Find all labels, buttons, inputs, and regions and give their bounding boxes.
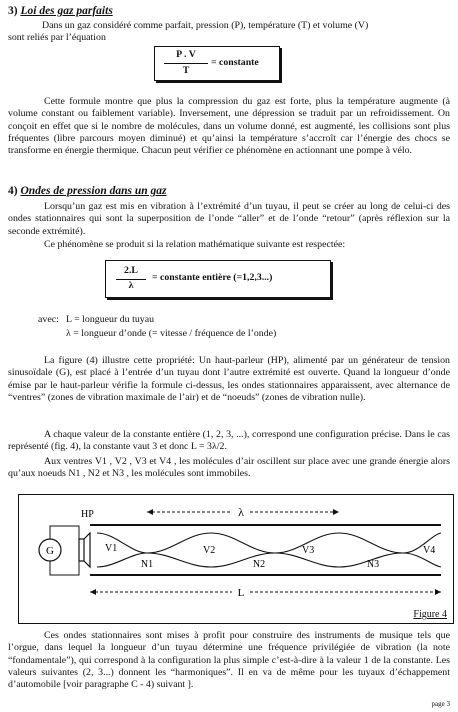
definition-L: L = longueur du tuyau [66,314,155,325]
formula-rhs: = constante entière (=1,2,3...) [152,272,273,283]
L-arrowhead-left [90,589,96,595]
page-number: page 3 [431,700,450,708]
lambda-label: λ [238,505,244,519]
formula-denominator: λ [128,280,134,291]
speaker-cone [84,533,90,567]
section-4-paragraph-2: Ce phénomène se produit si la relation mathématique suivante est respectée: [44,239,346,250]
formula-rhs: = constante [211,57,259,68]
hp-label: HP [81,509,94,520]
section-4-paragraph-4: A chaque valeur de la constante entière (1, 2, 3, ...), correspond une configuration précise. Dans le cas représenté (fig. 4), la constante vaut 3 et donc L = 3λ/2. [8,429,450,453]
formula-numerator: 2.L [124,265,138,276]
wave-upper [97,533,441,553]
v3-label: V3 [302,545,315,556]
formula-numerator: P . V [176,49,196,60]
standing-wave-formula-box [105,260,331,298]
lambda-arrowhead-right [333,509,339,515]
lambda-arrowhead-left [147,509,153,515]
section-4-title: Ondes de pression dans un gaz [20,185,167,197]
section-3-intro-line1: Dans un gaz considéré comme parfait, pression (P), température (T) et volume (V) [42,20,369,31]
with-label: avec: [38,314,59,325]
L-arrowhead-right [435,589,441,595]
section-4-heading [8,185,167,197]
figure-4 [18,494,454,624]
definition-lambda: λ = longueur d’onde (= vitesse / fréquence de l’onde) [66,328,277,339]
generator-label: G [46,545,54,557]
n1-label: N1 [140,559,154,570]
section-4-number: 4) [8,185,18,197]
n3-label: N3 [366,559,380,570]
section-4-paragraph-1: Lorsqu’un gaz est mis en vibration à l’extrémité d’un tuyau, il peut se créer au long de celui-ci des ondes stationnaires qui sont la superposition de l’onde “aller” et de l’onde “retour” (après réflexion sur la seconde extrémité). [8,201,450,237]
speaker-body [79,539,84,561]
L-label: L [237,587,245,599]
section-4-paragraph-5: Aux ventres V1 , V2 , V3 et V4 , les molécules d’air oscillent sur place avec une grande énergie alors qu’aux noeuds N1 , N2 et N3 , les molécules sont immobiles. [8,456,450,480]
standing-wave-diagram [19,495,453,623]
section-3-title: Loi des gaz parfaits [20,5,113,17]
section-3-paragraph: Cette formule montre que plus la compression du gaz est forte, plus la température augmente (à volume constant ou faiblement variable). Inversement, une dépression se traduit par un refroidissement. On conçoit en effet que si le nombre de molécules, dans un volume donné, est augmenté, les collisions sont plus fréquentes (libre parcours moyen diminué) et qu’ainsi la température s’accroît car l’énergie des chocs se transforme en énergie thermique. Chacun peut vérifier ce phénomène en actionnant une pompe à vélo. [8,96,450,157]
v1-label: V1 [105,543,118,554]
formula-denominator: T [182,65,190,76]
v4-label: V4 [423,545,436,556]
figure-label: Figure 4 [413,609,447,620]
ideal-gas-formula-box [154,46,280,81]
section-4-paragraph-6: Ces ondes stationnaires sont mises à profit pour construire des instruments de musique tels que l’orgue, dans lequel la longueur d’un tuyau détermine une fréquence privilégiée de vibration (la note “fondamentale”), qui correspond à la configuration la plus simple c’est-à-dire à la valeur 1 de la constante. Les valeurs suivantes (2, 3...) donnent les “harmoniques”. Il en va de même pour les tuyaux d’échappement d’automobile [voir paragraphe C - 4) suivant ]. [8,630,450,691]
section-4-paragraph-3: La figure (4) illustre cette propriété: Un haut-parleur (HP), alimenté par un générateur de tension sinusoïdale (G), est placé à l’entrée d’un tuyau dont l’autre extrémité est ouverte. Quand la longueur d’onde émise par le haut-parleur vérifie la formule ci-dessus, les ondes stationnaires apparaissent, avec alternance de “ventres” (zones de vibration maximale de l’air) et de “noeuds” (zones de vibration nulle). [8,355,450,403]
n2-label: N2 [252,559,266,570]
v2-label: V2 [203,545,216,556]
section-3-number: 3) [8,5,18,17]
section-3-intro-line2: sont reliés par l’équation [8,32,106,43]
section-3-heading [8,5,113,17]
